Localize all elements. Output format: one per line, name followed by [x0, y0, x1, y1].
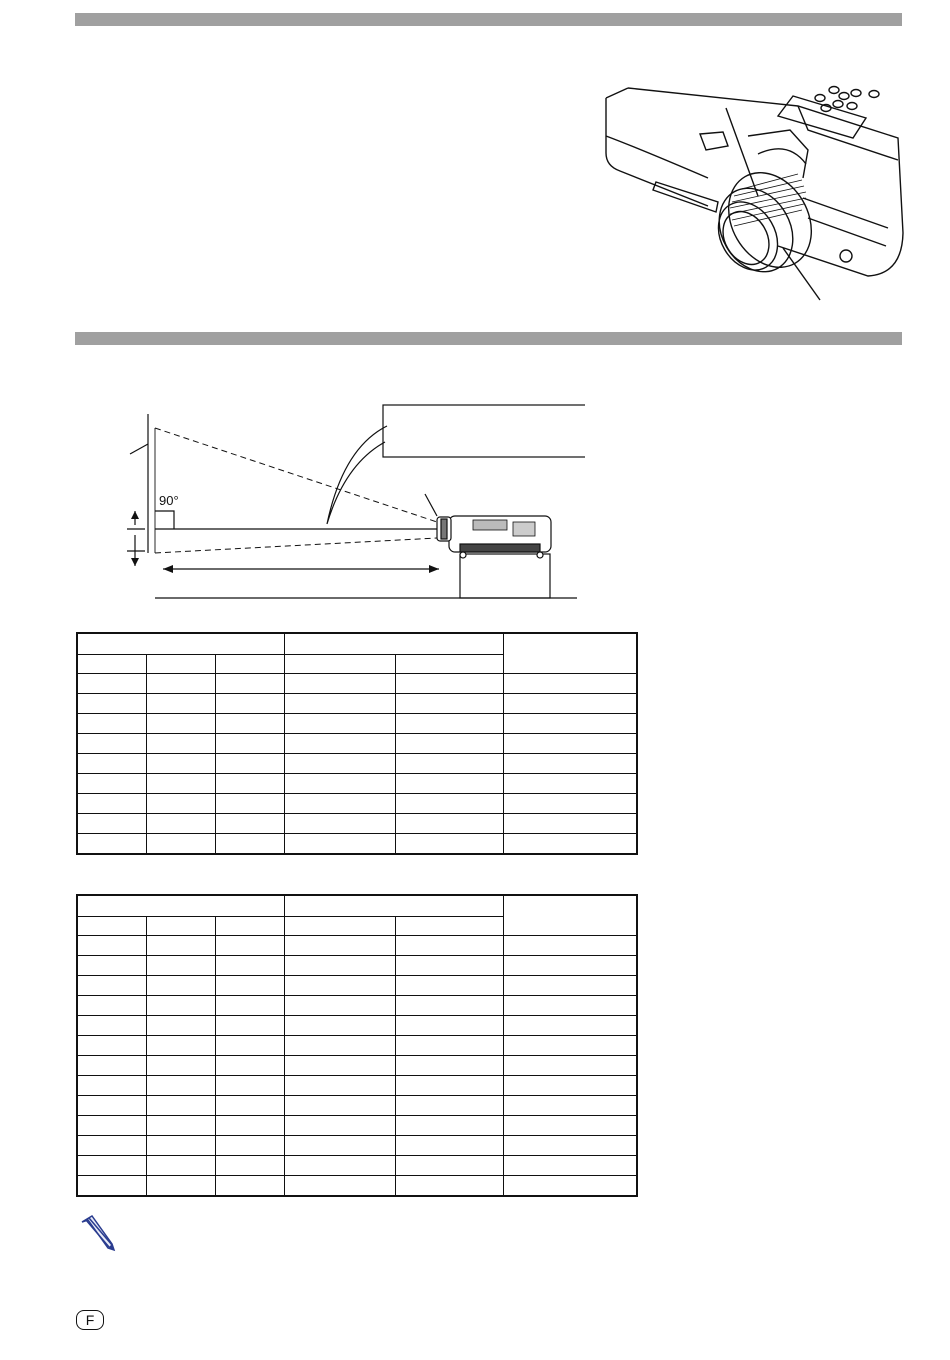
table-row	[77, 1056, 637, 1076]
projection-table-top	[76, 632, 638, 855]
table-row	[77, 774, 637, 794]
subheader-cell	[77, 917, 146, 936]
section-header-bar-1	[75, 13, 902, 26]
table-row	[77, 1076, 637, 1096]
table-row	[77, 1176, 637, 1197]
table-row	[77, 714, 637, 734]
table-row	[77, 814, 637, 834]
header-cell	[284, 895, 503, 917]
table-row	[77, 936, 637, 956]
subheader-cell	[146, 655, 215, 674]
table-row	[77, 1136, 637, 1156]
subheader-cell	[215, 917, 284, 936]
table-row	[77, 754, 637, 774]
table-row	[77, 694, 637, 714]
table-row	[77, 734, 637, 754]
header-cell	[284, 633, 503, 655]
subheader-cell	[284, 655, 395, 674]
table-row	[77, 956, 637, 976]
header-cell	[503, 895, 637, 936]
section-header-bar-2	[75, 332, 902, 345]
header-cell	[77, 633, 284, 655]
pencil-note-icon	[76, 1214, 118, 1252]
subheader-cell	[284, 917, 395, 936]
table-row	[77, 1016, 637, 1036]
table-row	[77, 1156, 637, 1176]
table-row	[77, 794, 637, 814]
table-row	[77, 976, 637, 996]
projection-distance-diagram	[115, 398, 585, 606]
header-cell	[77, 895, 284, 917]
angle-label: 90°	[159, 493, 179, 508]
subheader-cell	[215, 655, 284, 674]
language-badge: F	[76, 1310, 104, 1330]
subheader-cell	[395, 917, 503, 936]
table-row	[77, 996, 637, 1016]
projection-table-bottom	[76, 894, 638, 1197]
subheader-cell	[77, 655, 146, 674]
table-row	[77, 674, 637, 694]
table-row	[77, 1096, 637, 1116]
subheader-cell	[146, 917, 215, 936]
subheader-cell	[395, 655, 503, 674]
table-row	[77, 1036, 637, 1056]
header-cell	[503, 633, 637, 674]
table-row	[77, 1116, 637, 1136]
table-row	[77, 834, 637, 855]
projector-lens-illustration	[598, 78, 910, 308]
